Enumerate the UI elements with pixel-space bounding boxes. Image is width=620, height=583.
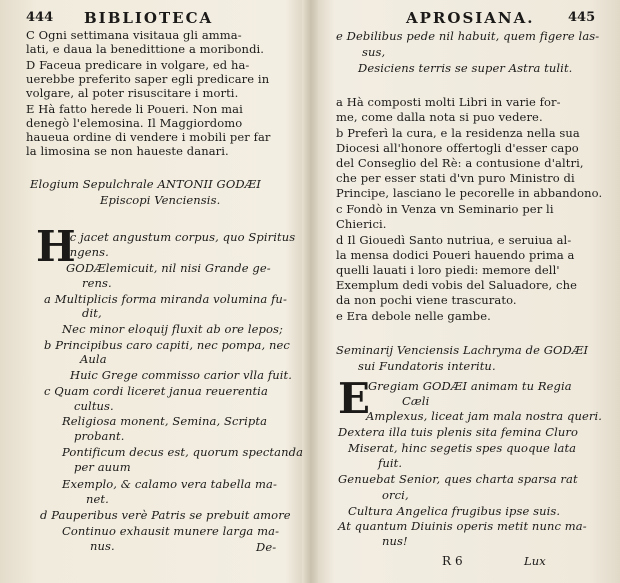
- poem-line: e Debilibus pede nil habuit, quem figere las-: [336, 29, 600, 43]
- catchword: Lux: [524, 554, 546, 568]
- note-line: del Conseglio del Rè: a contusione d'altri,: [336, 156, 584, 170]
- seminary-subtitle: sui Fundatoris interitu.: [358, 359, 496, 373]
- text-line: la limosina se non haueste danari.: [26, 144, 229, 158]
- poem-line: Cæli: [402, 394, 430, 408]
- poem-line: Exemplo, & calamo vera tabella ma-: [62, 477, 277, 491]
- poem-line: rens.: [82, 276, 112, 290]
- text-line: denegò l'elemosina. Il Maggiordomo: [26, 116, 243, 130]
- note-line: Diocesi all'honore offertogli d'esser capo: [336, 141, 579, 155]
- note-line: Exemplum dedi vobis del Saluadore, che: [336, 278, 578, 292]
- note-line: da non pochi viene trascurato.: [336, 293, 517, 307]
- poem-line: Nec minor eloquij fluxit ab ore lepos;: [62, 322, 283, 336]
- drop-cap: H: [36, 222, 76, 271]
- poem-line: d Pauperibus verè Patris se prebuit amore: [40, 508, 291, 522]
- seminary-title: Seminarij Venciensis Lachryma de GODÆI: [336, 343, 589, 357]
- poem-line: c Quam cordi liceret janua reuerentia: [44, 384, 268, 398]
- catchword: De-: [256, 540, 277, 554]
- note-line: d Il Giouedì Santo nutriua, e seruiua al-: [336, 233, 572, 247]
- left-running-head: BIBLIOTECA: [84, 9, 214, 27]
- elogium-title: Elogium Sepulchrale ANTONII GODÆI: [30, 177, 261, 191]
- left-page: [0, 0, 302, 583]
- poem-line: Dextera illa tuis plenis sita femina Cluro: [338, 425, 579, 439]
- note-line: la mensa dodici Poueri hauendo prima a: [336, 248, 575, 262]
- poem-line: Gregiam GODÆI animam tu Regia: [368, 379, 572, 393]
- text-line: E Hà fatto herede li Poueri. Non mai: [26, 102, 243, 116]
- poem-line: orci,: [382, 488, 409, 502]
- note-line: me, come dalla nota si puo vedere.: [336, 110, 543, 124]
- poem-line: Continuo exhausit munere larga ma-: [62, 524, 280, 538]
- poem-line: nus!: [382, 534, 408, 548]
- poem-line: dit,: [82, 306, 102, 320]
- text-line: C Ogni settimana visitaua gli amma-: [26, 28, 242, 42]
- poem-line: GODÆlemicuit, nil nisi Grande ge-: [66, 261, 271, 275]
- note-line: c Fondò in Venza vn Seminario per li: [336, 202, 554, 216]
- left-page-number: 444: [26, 10, 54, 25]
- note-line: a Hà composti molti Libri in varie for-: [336, 95, 561, 109]
- poem-line: per auum: [74, 460, 131, 474]
- note-line: quelli lauati i loro piedi: memore dell': [336, 263, 560, 277]
- poem-line: Aula: [80, 352, 107, 366]
- poem-line: Miserat, hinc segetis spes quoque lata: [348, 441, 577, 455]
- text-line: D Faceua predicare in volgare, ed ha-: [26, 58, 250, 72]
- poem-line: Pontificum decus est, quorum spectanda: [62, 445, 304, 459]
- poem-line: Religiosa monent, Semina, Scripta: [62, 414, 268, 428]
- poem-line: sus,: [362, 45, 386, 59]
- note-line: b Preferì la cura, e la residenza nella sua: [336, 126, 580, 140]
- poem-line: At quantum Diuinis operis metit nunc ma-: [338, 519, 587, 533]
- text-line: uerebbe preferito saper egli predicare in: [26, 72, 270, 86]
- poem-line: probant.: [74, 429, 125, 443]
- poem-line: Desiciens terris se super Astra tulit.: [358, 61, 573, 75]
- note-line: Chierici.: [336, 217, 387, 231]
- poem-line: Genuebat Senior, ques charta sparsa rat: [338, 472, 578, 486]
- poem-line: a Multiplicis forma miranda volumina fu-: [44, 292, 287, 306]
- note-line: che per esser stati d'vn puro Ministro di: [336, 171, 575, 185]
- note-line: Principe, lasciano le pecorelle in abbandono.: [336, 186, 603, 200]
- poem-line: Cultura Angelica frugibus ipse suis.: [348, 504, 561, 518]
- right-running-head: APROSIANA.: [406, 9, 535, 27]
- drop-cap: E: [338, 374, 371, 423]
- poem-line: ic jacet angustum corpus, quo Spiritus: [66, 230, 296, 244]
- poem-line: fuit.: [378, 456, 403, 470]
- right-page: [318, 0, 620, 583]
- text-line: haueua ordine di vendere i mobili per far: [26, 130, 271, 144]
- note-line: e Era debole nelle gambe.: [336, 309, 491, 323]
- signature-mark: R 6: [442, 554, 463, 568]
- poem-line: net.: [86, 492, 109, 506]
- poem-line: cultus.: [74, 399, 114, 413]
- poem-line: nus.: [90, 539, 115, 553]
- elogium-subtitle: Episcopi Venciensis.: [100, 193, 221, 207]
- poem-line: Amplexus, liceat jam mala nostra queri.: [366, 409, 602, 423]
- poem-line: b Principibus caro capiti, nec pompa, nec: [44, 338, 290, 352]
- poem-line: ingens.: [66, 245, 109, 259]
- text-line: volgare, al poter risuscitare i morti.: [26, 86, 239, 100]
- poem-line: Huic Grege commisso carior vlla fuit.: [70, 368, 292, 382]
- book-gutter: [302, 0, 318, 583]
- right-page-number: 445: [568, 10, 596, 25]
- text-line: lati, e daua la benedittione a moribondi.: [26, 42, 265, 56]
